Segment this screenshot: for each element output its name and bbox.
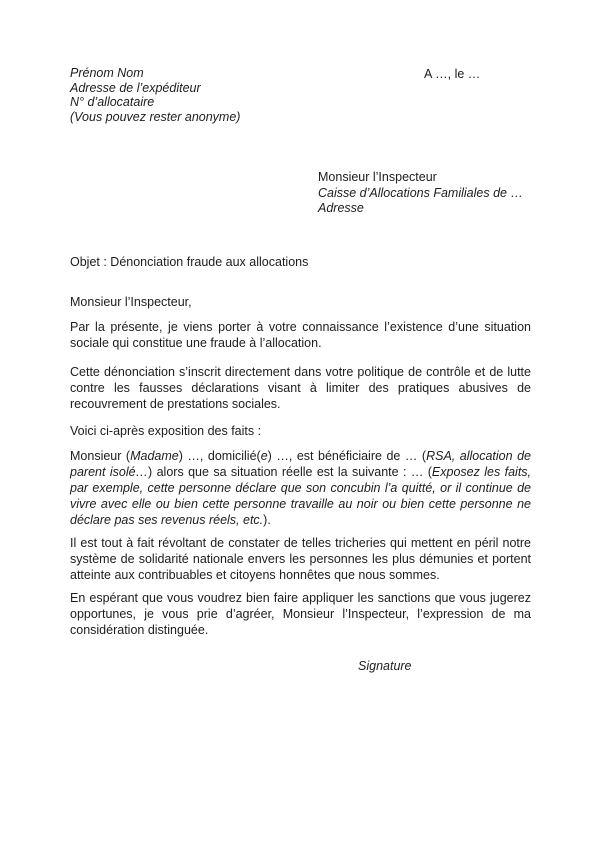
facts-segment: ) …, domicilié( [178, 448, 261, 463]
facts-segment-italic: Madame [130, 448, 179, 463]
paragraph-intro: Par la présente, je viens porter à votre connaissance l’existence d’une situation sociale qui constitue une fraude à l’allocation. [70, 319, 531, 350]
facts-segment-italic: RSA, allocation de parent isolé… [70, 448, 532, 479]
facts-segment: Monsieur ( [70, 448, 131, 463]
sender-address: Adresse de l’expéditeur [70, 80, 201, 95]
letter-header [70, 66, 531, 124]
sender-anonymous-note: (Vous pouvez rester anonyme) [70, 109, 241, 124]
recipient-organization: Caisse d’Allocations Familiales de … [318, 185, 523, 200]
subject-line: Objet : Dénonciation fraude aux allocations [70, 254, 309, 269]
facts-segment: ). [263, 512, 271, 527]
recipient-address: Adresse [318, 201, 364, 215]
paragraph-policy: Cette dénonciation s’inscrit directement dans votre politique de contrôle et de lutte contre les fausses déclarations visant à limiter des pratiques abusives de recouvrement de prestations sociales. [70, 364, 531, 411]
salutation: Monsieur l’Inspecteur, [70, 294, 192, 309]
recipient-block [318, 170, 531, 217]
recipient-title: Monsieur l’Inspecteur [318, 170, 437, 184]
facts-segment-italic: e [260, 448, 268, 463]
facts-segment: ) …, est bénéficiaire de … ( [267, 448, 427, 463]
facts-segment: ) alors que sa situation réelle est la suivante : … ( [148, 464, 432, 479]
paragraph-facts [70, 448, 531, 528]
signature-label: Signature [358, 658, 412, 673]
paragraph-closing: En espérant que vous voudrez bien faire appliquer les sanctions que vous jugerez opportunes, je vous prie d’agréer, Monsieur l’Inspecteur, l’expression de ma considération distinguée. [70, 590, 531, 637]
facts-segment-italic: Exposez les faits, par exemple, cette personne déclare que son concubin l’a quitté, or il continue de vivre avec elle ou bien cette personne travaille au noir ou bien cette personne ne déclare pas ses revenus réels, etc. [70, 464, 532, 527]
sender-name: Prénom Nom [70, 66, 144, 80]
place-date-line: A …, le … [424, 67, 481, 81]
paragraph-facts-lead: Voici ci-après exposition des faits : [70, 423, 262, 438]
paragraph-indignation: Il est tout à fait révoltant de constater de telles tricheries qui mettent en péril notre système de solidarité nationale envers les personnes les plus démunies et portent atteinte aux contribuables et citoyens honnêtes que nous sommes. [70, 535, 531, 582]
sender-allocataire-number: N° d’allocataire [70, 95, 155, 109]
